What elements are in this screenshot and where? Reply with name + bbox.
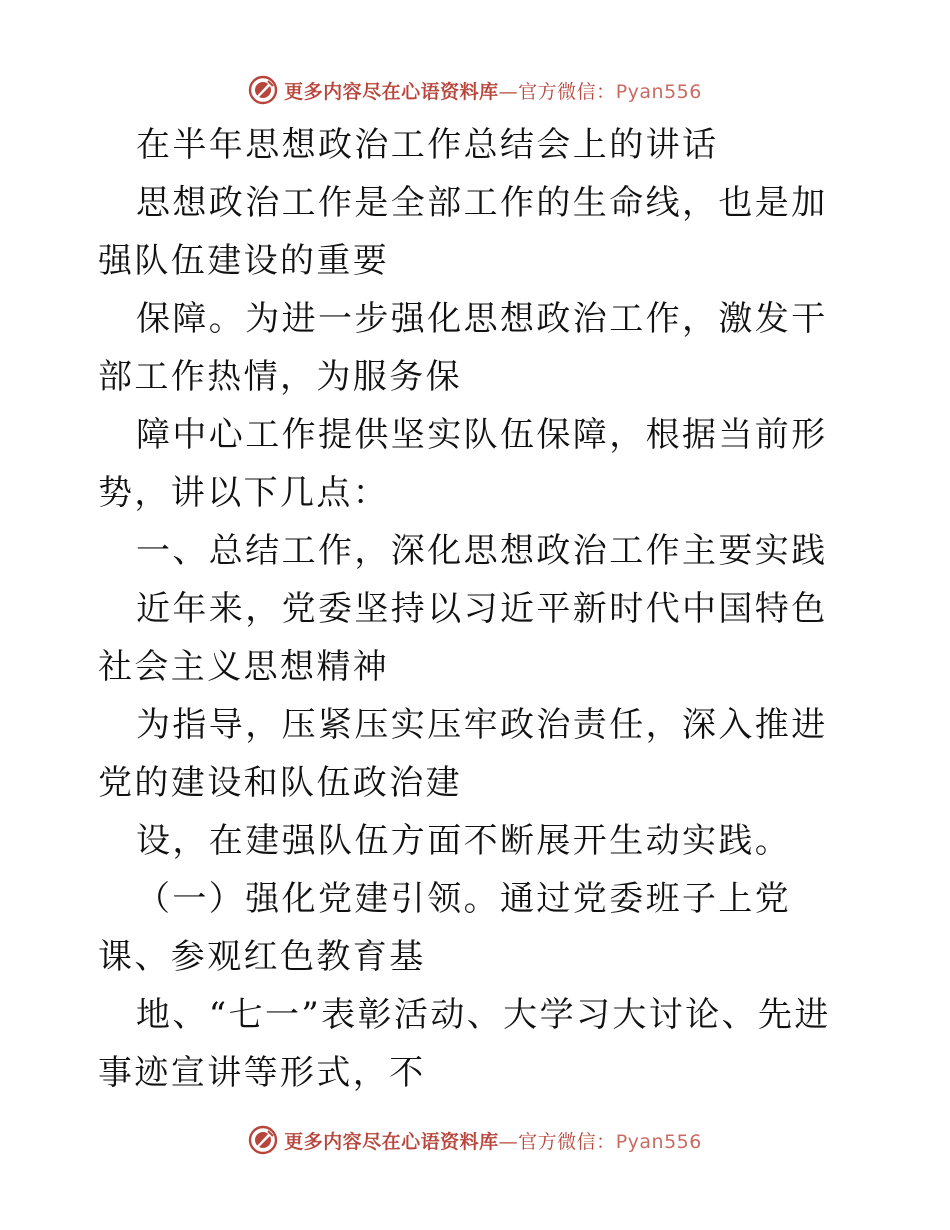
footer-banner-wechat-id: Pyan556 [615,1130,702,1153]
header-banner-wechat-label: 官方微信： [518,80,616,103]
footer-banner [0,1120,950,1160]
quill-seal-icon [248,75,278,105]
paragraph: 保障。为进一步强化思想政治工作，激发干部工作热情，为服务保 [98,299,828,397]
footer-banner-wechat-label: 官方微信： [518,1130,616,1153]
header-banner-lead: 更多内容尽在心语资料库 [284,80,499,103]
header-banner-text [284,77,702,104]
paragraph: 障中心工作提供坚实队伍保障，根据当前形势，讲以下几点： [98,415,828,513]
document-title: 在半年思想政治工作总结会上的讲话 [136,125,719,165]
footer-banner-dash: — [498,1130,519,1153]
document-body [98,116,858,1102]
footer-banner-text [284,1127,702,1154]
paragraph: 地、“七一”表彰活动、大学习大讨论、先进事迹宣讲等形式，不 [98,995,831,1093]
header-banner-wechat-id: Pyan556 [615,80,702,103]
paragraph: 设，在建强队伍方面不断展开生动实践。 [136,821,792,861]
section-heading: 一、总结工作，深化思想政治工作主要实践 [136,531,828,571]
paragraph: 为指导，压紧压实压牢政治责任，深入推进党的建设和队伍政治建 [98,705,828,803]
quill-seal-icon [248,1125,278,1155]
footer-banner-lead: 更多内容尽在心语资料库 [284,1130,499,1153]
paragraph: 近年来，党委坚持以习近平新时代中国特色社会主义思想精神 [98,589,828,687]
paragraph: 思想政治工作是全部工作的生命线，也是加强队伍建设的重要 [98,183,828,281]
header-banner [0,70,950,110]
paragraph: （一）强化党建引领。通过党委班子上党课、参观红色教育基 [98,879,792,977]
header-banner-dash: — [498,80,519,103]
